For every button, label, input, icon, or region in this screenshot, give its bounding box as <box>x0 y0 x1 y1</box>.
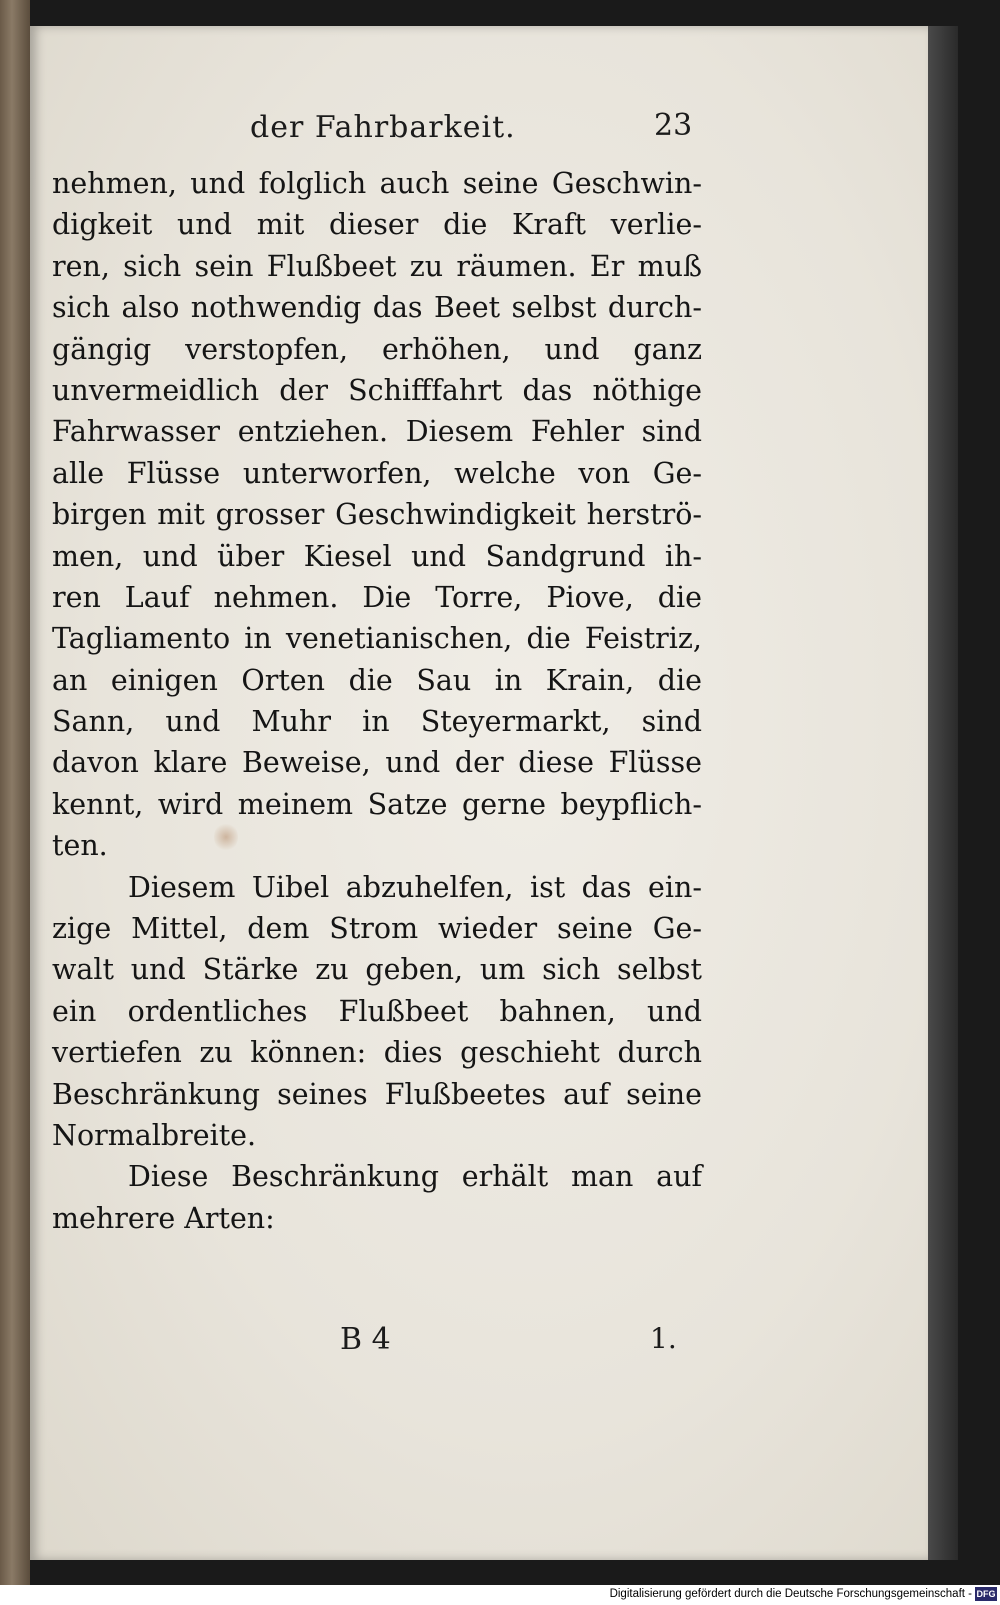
text-line: nehmen, und folglich auch seine Geschwin- <box>52 167 702 200</box>
text-line: men, und über Kiesel und Sandgrund ih- <box>52 539 702 573</box>
text-line: Beschränkung seines Flußbeetes auf seine <box>52 1077 702 1111</box>
paragraph-start-line: Diese Beschränkung erhält man auf <box>128 1160 702 1194</box>
page-number: 23 <box>654 108 693 143</box>
text-line: Fahrwasser entziehen. Diesem Fehler sind <box>52 415 702 449</box>
body-text <box>52 163 702 1239</box>
page-edge-shadow <box>928 26 958 1560</box>
dfg-logo-icon: DFG <box>976 1589 996 1599</box>
paragraph-start-line: Diesem Uibel abzuhelfen, ist das ein- <box>128 870 702 904</box>
paper-stain <box>214 822 238 852</box>
running-head: der Fahrbarkeit. <box>250 110 516 145</box>
text-line: vertiefen zu können: dies geschieht durch <box>52 1036 702 1070</box>
text-line: Sann, und Muhr in Steyermarkt, sind <box>52 705 702 739</box>
funding-credit: Digitalisierung gefördert durch die Deutsche Forschungsgemeinschaft - <box>609 1588 972 1600</box>
text-line: an einigen Orten die Sau in Krain, die <box>52 663 702 697</box>
text-line: gängig verstopfen, erhöhen, und ganz <box>52 332 702 366</box>
text-line: birgen mit grosser Geschwindigkeit herströ- <box>52 498 702 532</box>
book-binding <box>0 0 30 1585</box>
paragraph-end-line: ten. <box>52 829 108 863</box>
paragraph-end-line: Normalbreite. <box>52 1118 257 1152</box>
text-line: walt und Stärke zu geben, um sich selbst <box>52 953 702 987</box>
text-line: unvermeidlich der Schifffahrt das nöthige <box>52 373 702 407</box>
paragraph-end-line: mehrere Arten: <box>52 1201 275 1235</box>
text-line: ein ordentliches Flußbeet bahnen, und <box>52 994 702 1028</box>
text-line: ren Lauf nehmen. Die Torre, Piove, die <box>52 580 702 614</box>
text-line: sich also nothwendig das Beet selbst durch- <box>52 291 702 325</box>
text-line: zige Mittel, dem Strom wieder seine Ge- <box>52 912 702 946</box>
text-line: kennt, wird meinem Satze gerne beypflich- <box>52 787 702 821</box>
text-line: digkeit und mit dieser die Kraft verlie- <box>52 208 702 242</box>
text-line: Tagliamento in venetianischen, die Feistriz, <box>52 622 702 656</box>
text-line: davon klare Beweise, und der diese Flüsse <box>52 746 702 780</box>
printer-signature: B 4 <box>340 1322 391 1357</box>
text-line: alle Flüsse unterworfen, welche von Ge- <box>52 456 702 490</box>
text-line: ren, sich sein Flußbeet zu räumen. Er muß <box>52 249 702 283</box>
catchword: 1. <box>650 1322 677 1355</box>
